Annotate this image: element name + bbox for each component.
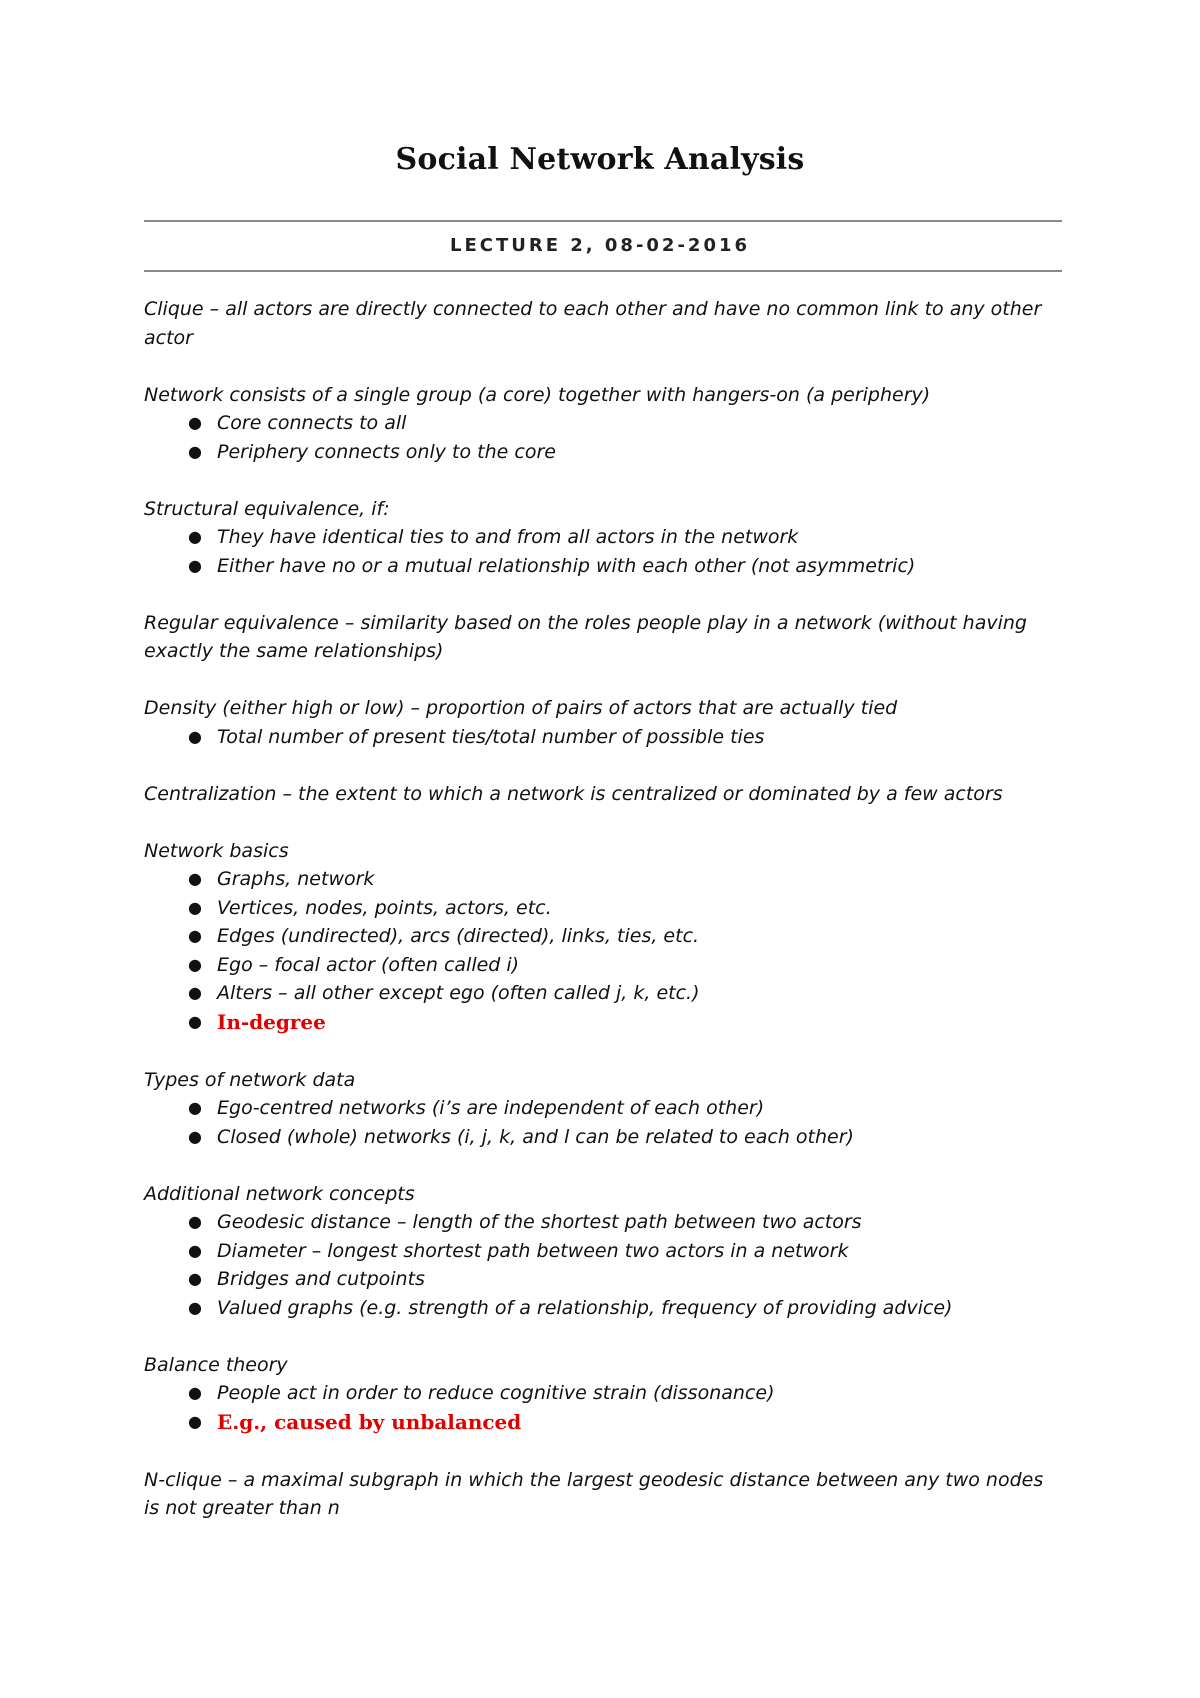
section-clique [144,295,1062,352]
bullet-icon: ● [188,1212,202,1231]
notes-body [144,295,1062,1523]
bullet-icon: ● [188,726,202,746]
list-item [144,894,1062,923]
bullet-icon: ● [188,1240,202,1260]
list-item [144,552,1062,581]
bullet-icon: ● [188,527,202,546]
list-item-text: They have identical ties to and from all actors in the network [217,526,799,548]
list-item [144,1379,1062,1408]
highlighted-text: E.g., caused by unbalanced [217,1409,522,1434]
list-item-text: Graphs, network [217,868,375,890]
highlighted-text: In-degree [217,1009,326,1034]
section-text: Types of network data [144,1068,356,1091]
bullet-list [144,723,1062,752]
list-item-text: Bridges and cutpoints [217,1268,425,1290]
list-item-text: Diameter – longest shortest path between two actors in a network [217,1239,849,1262]
section-regular-equivalence [144,609,1062,666]
bullet-icon: ● [188,926,202,945]
list-item-text: Periphery connects only to the core [217,440,556,463]
bullet-list [144,523,1062,580]
bullet-icon: ● [188,1098,202,1117]
list-item [144,1265,1062,1294]
section-n-clique [144,1466,1062,1523]
section-network-basics [144,837,1062,1038]
top-rule [144,220,1062,222]
bullet-list [144,1094,1062,1151]
bullet-icon: ● [188,897,202,917]
bullet-icon: ● [188,1297,202,1317]
section-text: Regular equivalence – similarity based on the roles people play in a network (without having exactly the same relationships) [144,611,1027,662]
section-text: N-clique – a maximal subgraph in which the largest geodesic distance between any two nodes is not greater than n [144,1468,1044,1519]
bullet-list [144,1379,1062,1437]
list-item-text: Ego – focal actor (often called i) [217,953,520,976]
list-item-text: People act in order to reduce cognitive strain (dissonance) [217,1382,775,1404]
section-network-data-types [144,1066,1062,1152]
section-text: Network basics [144,839,289,862]
section-balance-theory [144,1351,1062,1438]
list-item [144,979,1062,1008]
bullet-icon: ● [188,555,202,575]
list-item [144,1208,1062,1237]
section-density [144,694,1062,751]
bullet-icon: ● [188,1011,202,1031]
bullet-icon: ● [188,983,202,1002]
list-item [144,951,1062,980]
section-text: Structural equivalence, if: [144,497,390,520]
list-item [144,409,1062,438]
bullet-icon: ● [188,1269,202,1288]
document-title: Social Network Analysis [395,142,805,177]
bullet-icon: ● [188,441,202,461]
bullet-list [144,865,1062,1037]
list-item-highlight [144,1408,1062,1438]
bullet-icon: ● [188,1383,202,1402]
bullet-icon: ● [188,954,202,974]
list-item-text: Core connects to all [217,412,407,434]
list-item-text: Either have no or a mutual relationship with each other (not asymmetric) [217,554,916,577]
list-item-highlight [144,1008,1062,1038]
bullet-list [144,409,1062,466]
section-text: Clique – all actors are directly connected to each other and have no common link to any other actor [144,298,1042,349]
list-item [144,922,1062,951]
bullet-icon: ● [188,413,202,432]
list-item [144,1237,1062,1266]
list-item [144,1294,1062,1323]
section-text: Network consists of a single group (a core) together with hangers-on (a periphery) [144,383,931,406]
list-item [144,523,1062,552]
bullet-icon: ● [188,1411,202,1431]
list-item [144,438,1062,467]
section-structural-equivalence [144,495,1062,581]
section-text: Density (either high or low) – proportion of pairs of actors that are actually tied [144,697,898,719]
list-item-text: Alters – all other except ego (often called j, k, etc.) [217,982,700,1004]
list-item [144,865,1062,894]
bullet-list [144,1208,1062,1322]
list-item-text: Valued graphs (e.g. strength of a relationship, frequency of providing advice) [217,1296,953,1319]
list-item [144,1123,1062,1152]
list-item-text: Ego-centred networks (i’s are independent of each other) [217,1097,765,1119]
list-item-text: Geodesic distance – length of the shortest path between two actors [217,1211,862,1233]
section-centralization [144,780,1062,809]
list-item [144,1094,1062,1123]
list-item-text: Total number of present ties/total number of possible ties [217,725,765,748]
section-core-periphery [144,381,1062,467]
bullet-icon: ● [188,1126,202,1146]
bullet-icon: ● [188,869,202,888]
list-item-text: Closed (whole) networks (i, j, k, and l can be related to each other) [217,1125,854,1148]
section-text: Centralization – the extent to which a network is centralized or dominated by a few actors [144,782,1003,805]
bottom-rule [144,270,1062,272]
section-text: Additional network concepts [144,1182,415,1205]
list-item-text: Vertices, nodes, points, actors, etc. [217,896,552,919]
lecture-subtitle: LECTURE 2, 08-02-2016 [449,235,751,256]
section-text: Balance theory [144,1353,288,1376]
list-item [144,723,1062,752]
list-item-text: Edges (undirected), arcs (directed), links, ties, etc. [217,925,700,947]
section-additional-concepts [144,1180,1062,1323]
